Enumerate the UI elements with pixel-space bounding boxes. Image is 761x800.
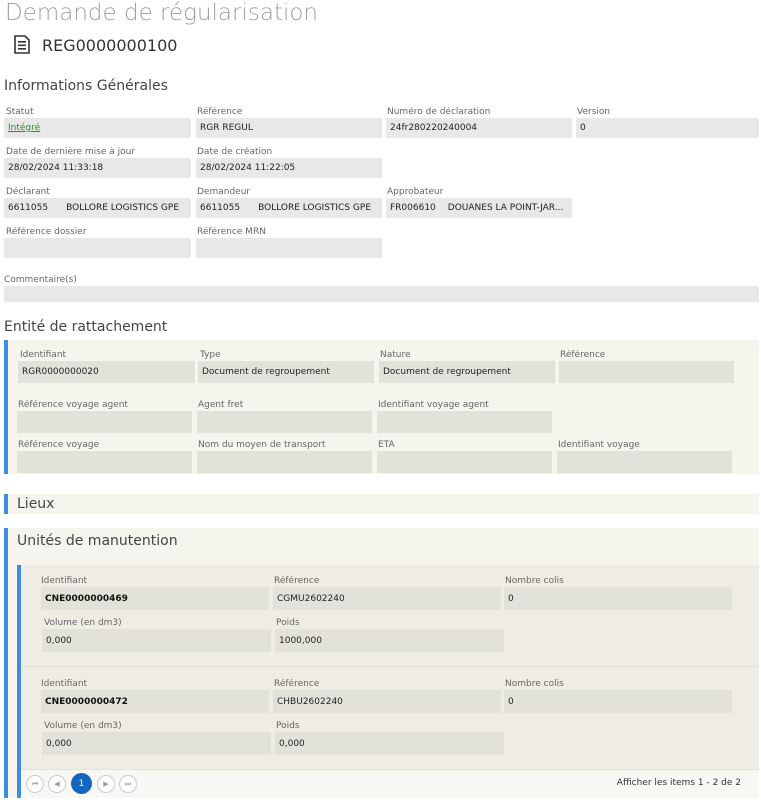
version-label: Version <box>577 107 611 117</box>
unite-identifiant-label: Identifiant <box>41 576 88 586</box>
unite-poids-field: 0,000 <box>275 732 504 755</box>
pager-current-page[interactable]: 1 <box>71 773 92 794</box>
unite-reference-label: Référence <box>274 576 320 586</box>
ref-mrn-label: Référence MRN <box>197 227 266 237</box>
declarant-code: 6611055 <box>8 203 49 213</box>
demandeur-label: Demandeur <box>197 187 251 197</box>
entite-accent-bar <box>4 340 8 474</box>
entite-type-field: Document de regroupement <box>198 361 374 383</box>
unite-identifiant-label: Identifiant <box>41 679 88 689</box>
entite-reference-label: Référence <box>560 350 606 360</box>
entite-identifiant-label: Identifiant <box>20 350 67 360</box>
ref-dossier-label: Référence dossier <box>6 227 87 237</box>
date-maj-field: 28/02/2024 11:33:18 <box>4 158 191 178</box>
version-field: 0 <box>576 118 759 138</box>
demandeur-field <box>196 198 382 218</box>
unite-nombre-colis-field: 0 <box>504 690 732 713</box>
entite-identifiant-field: RGR0000000020 <box>18 361 195 383</box>
date-creation-label: Date de création <box>197 147 273 157</box>
unite-reference-label: Référence <box>274 679 320 689</box>
eta-label: ETA <box>378 440 395 450</box>
statut-field <box>4 118 191 138</box>
document-number: REG0000000100 <box>42 36 178 55</box>
unite-poids-label: Poids <box>276 721 300 731</box>
unite-nombre-colis-field: 0 <box>504 587 732 610</box>
unite-volume-field: 0,000 <box>42 732 271 755</box>
section-title-entite: Entité de rattachement <box>4 319 168 335</box>
next-page-icon[interactable]: ▶ <box>97 775 115 793</box>
section-title-general: Informations Générales <box>4 78 168 94</box>
unite-poids-field: 1000,000 <box>275 629 504 652</box>
unite-nombre-colis-label: Nombre colis <box>505 679 564 689</box>
last-page-icon[interactable]: ⏭ <box>119 775 137 793</box>
lieux-accent-bar <box>4 494 8 514</box>
ref-voyage-agent-label: Référence voyage agent <box>18 400 128 410</box>
section-title-unites: Unités de manutention <box>17 533 178 549</box>
date-maj-label: Date de dernière mise à jour <box>6 147 136 157</box>
entite-type-label: Type <box>200 350 221 360</box>
entite-nature-label: Nature <box>380 350 411 360</box>
reference-label: Référence <box>197 107 243 117</box>
num-declaration-label: Numéro de déclaration <box>387 107 491 117</box>
declarant-label: Déclarant <box>6 187 50 197</box>
unite-volume-label: Volume (en dm3) <box>44 721 122 731</box>
first-page-icon[interactable]: ⏮ <box>26 775 44 793</box>
ref-dossier-field <box>4 238 191 258</box>
unites-item-divider <box>21 666 759 667</box>
statut-link[interactable]: Intégré <box>8 123 41 133</box>
num-declaration-field: 24fr280220240004 <box>386 118 572 138</box>
nom-moyen-field <box>197 451 372 473</box>
approbateur-code: FR006610 <box>390 203 436 213</box>
id-voyage-agent-field <box>377 411 552 433</box>
unite-nombre-colis-label: Nombre colis <box>505 576 564 586</box>
demandeur-name: BOLLORE LOGISTICS GPE <box>258 203 372 213</box>
declarant-name: BOLLORE LOGISTICS GPE <box>66 203 180 213</box>
ref-mrn-field <box>196 238 382 258</box>
unite-poids-label: Poids <box>276 618 300 628</box>
unite-identifiant-field: CNE0000000469 <box>41 587 269 610</box>
eta-field <box>377 451 552 473</box>
reference-field: RGR REGUL <box>196 118 382 138</box>
id-voyage-label: Identifiant voyage <box>558 440 640 450</box>
id-voyage-agent-label: Identifiant voyage agent <box>378 400 489 410</box>
pager-summary: Afficher les items 1 - 2 de 2 <box>616 778 741 788</box>
lieux-panel[interactable] <box>4 494 759 514</box>
unite-volume-label: Volume (en dm3) <box>44 618 122 628</box>
demandeur-code: 6611055 <box>200 203 241 213</box>
approbateur-field <box>386 198 572 218</box>
id-voyage-field <box>557 451 732 473</box>
entite-reference-field <box>559 361 734 383</box>
unite-reference-field: CGMU2602240 <box>273 587 501 610</box>
section-title-lieux[interactable]: Lieux <box>17 496 55 512</box>
unites-accent-bar <box>4 528 8 798</box>
agent-fret-field <box>197 411 372 433</box>
ref-voyage-field <box>17 451 192 473</box>
statut-label: Statut <box>6 107 34 117</box>
unite-identifiant-field: CNE0000000472 <box>41 690 269 713</box>
unite-reference-field: CHBU2602240 <box>273 690 501 713</box>
agent-fret-label: Agent fret <box>198 400 244 410</box>
ref-voyage-label: Référence voyage <box>18 440 100 450</box>
prev-page-icon[interactable]: ◀ <box>48 775 66 793</box>
ref-voyage-agent-field <box>17 411 192 433</box>
date-creation-field: 28/02/2024 11:22:05 <box>196 158 382 178</box>
page-title: Demande de régularisation <box>5 0 319 26</box>
approbateur-name: DOUANES LA POINT-JAR... <box>447 203 564 213</box>
commentaires-field <box>4 286 759 302</box>
unite-volume-field: 0,000 <box>42 629 271 652</box>
nom-moyen-label: Nom du moyen de transport <box>198 440 326 450</box>
unites-list-accent-bar <box>17 565 21 798</box>
approbateur-label: Approbateur <box>387 187 444 197</box>
entite-nature-field: Document de regroupement <box>379 361 555 383</box>
declarant-field <box>4 198 191 218</box>
commentaires-label: Commentaire(s) <box>4 275 77 285</box>
document-icon <box>14 35 30 54</box>
